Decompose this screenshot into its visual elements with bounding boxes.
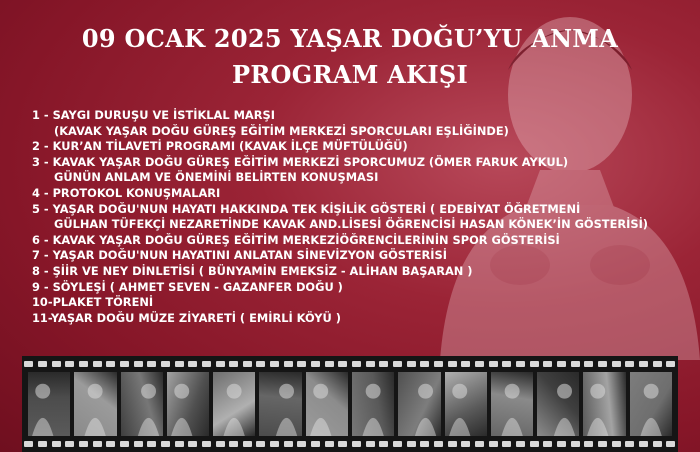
film-perforation [543, 441, 552, 447]
program-item-1 [32, 108, 672, 139]
film-perforation [338, 361, 347, 367]
film-perforation [325, 361, 334, 367]
film-perforation [379, 361, 388, 367]
film-perforation [639, 441, 648, 447]
photo-silhouette [398, 372, 440, 436]
film-perforation [284, 441, 293, 447]
film-perforation [475, 361, 484, 367]
film-perforation [216, 441, 225, 447]
film-perforation [188, 361, 197, 367]
film-perforation [530, 441, 539, 447]
film-perforation [52, 441, 61, 447]
film-perforation [475, 441, 484, 447]
film-perforation [420, 361, 429, 367]
film-perforation [297, 441, 306, 447]
film-perforation [188, 441, 197, 447]
film-perforation [93, 441, 102, 447]
program-item-text: 9 - SÖYLEŞİ ( AHMET SEVEN - GAZANFER DOĞU ) [32, 279, 343, 294]
film-perforation [134, 441, 143, 447]
photo-silhouette [537, 372, 579, 436]
film-perforation [229, 361, 238, 367]
film-perforation [612, 361, 621, 367]
program-item-text: 5 - YAŞAR DOĞU'NUN HAYATI HAKKINDA TEK KİŞİLİK GÖSTERİ ( EDEBİYAT ÖĞRETMENİ [32, 201, 581, 216]
archive-photo [121, 372, 163, 436]
film-perforation [93, 361, 102, 367]
film-perforation [543, 361, 552, 367]
program-item-text: 7 - YAŞAR DOĞU'NUN HAYATINI ANLATAN SİNEVİZYON GÖSTERİSİ [32, 248, 447, 263]
film-perforation [243, 361, 252, 367]
film-perforation [625, 361, 634, 367]
film-perforation [379, 441, 388, 447]
film-perforation [557, 441, 566, 447]
program-item-subtext: GÜNÜN ANLAM VE ÖNEMİNİ BELİRTEN KONUŞMASI [54, 170, 379, 185]
photo-silhouette [445, 372, 487, 436]
page-subtitle: PROGRAM AKIŞI [231, 60, 469, 89]
archive-photo [259, 372, 301, 436]
program-item-5 [32, 202, 672, 233]
film-perforation [393, 361, 402, 367]
film-perforation [161, 441, 170, 447]
film-perforation [420, 441, 429, 447]
film-perforation [175, 361, 184, 367]
film-perforation [502, 361, 511, 367]
program-item-3 [32, 155, 672, 186]
film-perforation [502, 441, 511, 447]
film-perforation [352, 441, 361, 447]
film-perforation [175, 441, 184, 447]
photo-filmstrip [22, 356, 678, 452]
film-perforation [311, 361, 320, 367]
film-perforation [598, 441, 607, 447]
film-perforation [434, 441, 443, 447]
program-item-6 [32, 233, 672, 249]
film-perforation [612, 441, 621, 447]
film-perforation [666, 361, 675, 367]
film-perforation [325, 441, 334, 447]
film-perforation [584, 441, 593, 447]
filmstrip-frames [28, 372, 672, 436]
archive-photo [74, 372, 116, 436]
film-perforation [229, 441, 238, 447]
film-perforation [24, 441, 33, 447]
film-perforation [598, 361, 607, 367]
film-perforation [516, 361, 525, 367]
film-perforation [311, 441, 320, 447]
program-item-8 [32, 264, 672, 280]
film-perforation [448, 441, 457, 447]
film-perforation [120, 441, 129, 447]
film-perforation [584, 361, 593, 367]
film-perforation [653, 361, 662, 367]
film-perforation [202, 441, 211, 447]
film-perforation [65, 361, 74, 367]
film-perforation [625, 441, 634, 447]
program-list [32, 108, 672, 326]
archive-photo [445, 372, 487, 436]
film-perforation [571, 441, 580, 447]
program-item-text: 1 - SAYGI DURUŞU VE İSTİKLAL MARŞI [32, 108, 275, 122]
film-perforation [202, 361, 211, 367]
film-perforation [489, 361, 498, 367]
film-perforation [106, 441, 115, 447]
film-perforation [407, 361, 416, 367]
program-item-text: 6 - KAVAK YAŞAR DOĞU GÜREŞ EĞİTİM MERKEZİÖĞRENCİLERİNİN SPOR GÖSTERİSİ [32, 232, 560, 247]
program-item-text: 11-YAŞAR DOĞU MÜZE ZİYARETİ ( EMİRLİ KÖYÜ ) [32, 310, 341, 325]
program-item-text: 10-PLAKET TÖRENİ [32, 295, 154, 310]
film-perforations-bottom [22, 439, 678, 449]
program-item-4 [32, 186, 672, 202]
photo-silhouette [352, 372, 394, 436]
film-perforation [256, 361, 265, 367]
film-perforation [297, 361, 306, 367]
program-item-2 [32, 139, 672, 155]
film-perforation [147, 441, 156, 447]
photo-silhouette [259, 372, 301, 436]
program-item-text: 4 - PROTOKOL KONUŞMALARI [32, 185, 221, 200]
film-perforation [639, 361, 648, 367]
film-perforation [338, 441, 347, 447]
film-perforation [270, 361, 279, 367]
program-item-text: 3 - KAVAK YAŞAR DOĞU GÜREŞ EĞİTİM MERKEZİ SPORCUMUZ (ÖMER FARUK AYKUL) [32, 154, 569, 169]
archive-photo [537, 372, 579, 436]
photo-silhouette [28, 372, 70, 436]
film-perforation [270, 441, 279, 447]
archive-photo [213, 372, 255, 436]
film-perforations-top [22, 359, 678, 369]
program-item-9 [32, 280, 672, 296]
photo-silhouette [167, 372, 209, 436]
film-perforation [38, 361, 47, 367]
film-perforation [448, 361, 457, 367]
archive-photo [398, 372, 440, 436]
photo-silhouette [306, 372, 348, 436]
program-item-text: 2 - KUR’AN TİLAVETİ PROGRAMI (KAVAK İLÇE MÜFTÜLÜĞÜ) [32, 139, 408, 154]
film-perforation [530, 361, 539, 367]
film-perforation [407, 441, 416, 447]
film-perforation [24, 361, 33, 367]
archive-photo [583, 372, 625, 436]
film-perforation [666, 441, 675, 447]
program-item-7 [32, 248, 672, 264]
film-perforation [461, 441, 470, 447]
program-item-text: 8 - ŞİİR VE NEY DİNLETİSİ ( BÜNYAMİN EMEKSİZ - ALİHAN BAŞARAN ) [32, 263, 473, 278]
film-perforation [393, 441, 402, 447]
film-perforation [134, 361, 143, 367]
archive-photo [352, 372, 394, 436]
film-perforation [352, 361, 361, 367]
film-perforation [52, 361, 61, 367]
film-perforation [516, 441, 525, 447]
photo-silhouette [74, 372, 116, 436]
film-perforation [161, 361, 170, 367]
photo-silhouette [630, 372, 672, 436]
photo-silhouette [213, 372, 255, 436]
program-item-subtext: (KAVAK YAŞAR DOĞU GÜREŞ EĞİTİM MERKEZİ SPORCULARI EŞLİĞİNDE) [54, 123, 509, 138]
film-perforation [366, 361, 375, 367]
photo-silhouette [121, 372, 163, 436]
page-title: 09 OCAK 2025 YAŞAR DOĞU’YU ANMA [81, 24, 619, 53]
film-perforation [120, 361, 129, 367]
archive-photo [630, 372, 672, 436]
film-perforation [461, 361, 470, 367]
film-perforation [216, 361, 225, 367]
film-perforation [571, 361, 580, 367]
program-item-subtext: GÜLHAN TÜFEKÇİ NEZARETİNDE KAVAK AND.LİSESİ ÖĞRENCİSİ HASAN KÖNEK’İN GÖSTERİSİ) [54, 217, 649, 232]
photo-silhouette [491, 372, 533, 436]
archive-photo [28, 372, 70, 436]
film-perforation [284, 361, 293, 367]
archive-photo [491, 372, 533, 436]
film-perforation [366, 441, 375, 447]
archive-photo [167, 372, 209, 436]
photo-silhouette [583, 372, 625, 436]
film-perforation [489, 441, 498, 447]
film-perforation [79, 361, 88, 367]
film-perforation [256, 441, 265, 447]
film-perforation [557, 361, 566, 367]
film-perforation [147, 361, 156, 367]
film-perforation [434, 361, 443, 367]
film-perforation [79, 441, 88, 447]
film-perforation [653, 441, 662, 447]
archive-photo [306, 372, 348, 436]
film-perforation [106, 361, 115, 367]
film-perforation [38, 441, 47, 447]
program-item-10 [32, 295, 672, 311]
film-perforation [243, 441, 252, 447]
film-perforation [65, 441, 74, 447]
program-item-11 [32, 311, 672, 327]
